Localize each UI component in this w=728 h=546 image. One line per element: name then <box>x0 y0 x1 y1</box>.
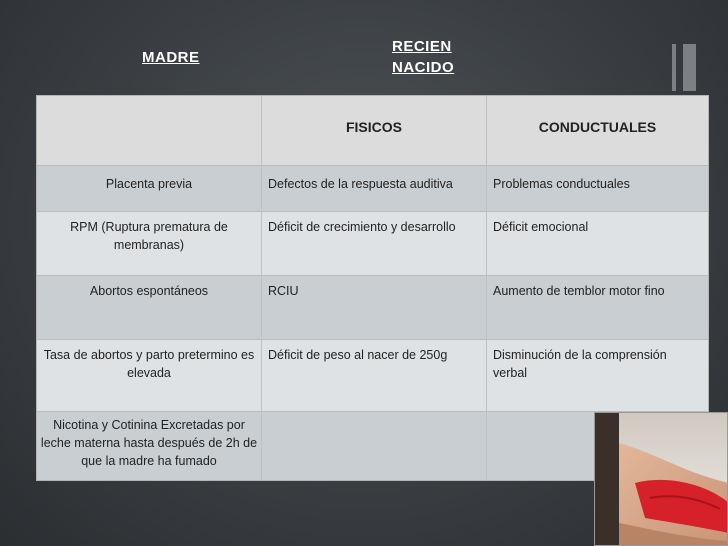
table-header-row <box>37 96 708 166</box>
table-cell-fisicos: Déficit de crecimiento y desarrollo <box>262 212 487 275</box>
header-recien-line1: RECIEN <box>392 38 452 55</box>
photo-illustration <box>595 413 728 546</box>
table-cell-fisicos: Defectos de la respuesta auditiva <box>262 166 487 211</box>
table-row <box>37 166 708 212</box>
table-cell-madre: Abortos espontáneos <box>37 276 262 339</box>
table-cell-madre: Nicotina y Cotinina Excretadas por leche materna hasta después de 2h de que la madre ha fumado <box>37 412 262 480</box>
table-row <box>37 212 708 276</box>
decorative-bar-thin <box>672 44 676 91</box>
decorative-bar-thick <box>683 44 696 91</box>
table-cell-conductuales: Déficit emocional <box>493 220 589 234</box>
table-cell-madre: Placenta previa <box>37 166 262 211</box>
photo-woman-red-swimsuit <box>594 412 728 546</box>
table-cell-conductuales: Aumento de temblor motor fino <box>493 284 665 298</box>
column-header-empty <box>37 96 262 165</box>
header-madre: MADRE <box>142 49 200 66</box>
table-cell-fisicos: RCIU <box>262 276 487 339</box>
table-cell-fisicos <box>262 412 487 480</box>
table-cell-conductuales: Disminución de la comprensión verbal <box>493 348 667 380</box>
table-cell-conductuales: Problemas conductuales <box>493 177 630 191</box>
table-cell-madre: Tasa de abortos y parto pretermino es elevada <box>37 340 262 411</box>
column-header-fisicos: FISICOS <box>262 96 487 165</box>
table-row <box>37 340 708 412</box>
table-row <box>37 276 708 340</box>
header-recien-nacido <box>392 36 454 78</box>
header-recien-line2: NACIDO <box>392 59 455 76</box>
table-cell-fisicos: Déficit de peso al nacer de 250g <box>262 340 487 411</box>
table-cell-madre: RPM (Ruptura prematura de membranas) <box>37 212 262 275</box>
column-header-conductuales: CONDUCTUALES <box>538 119 657 135</box>
